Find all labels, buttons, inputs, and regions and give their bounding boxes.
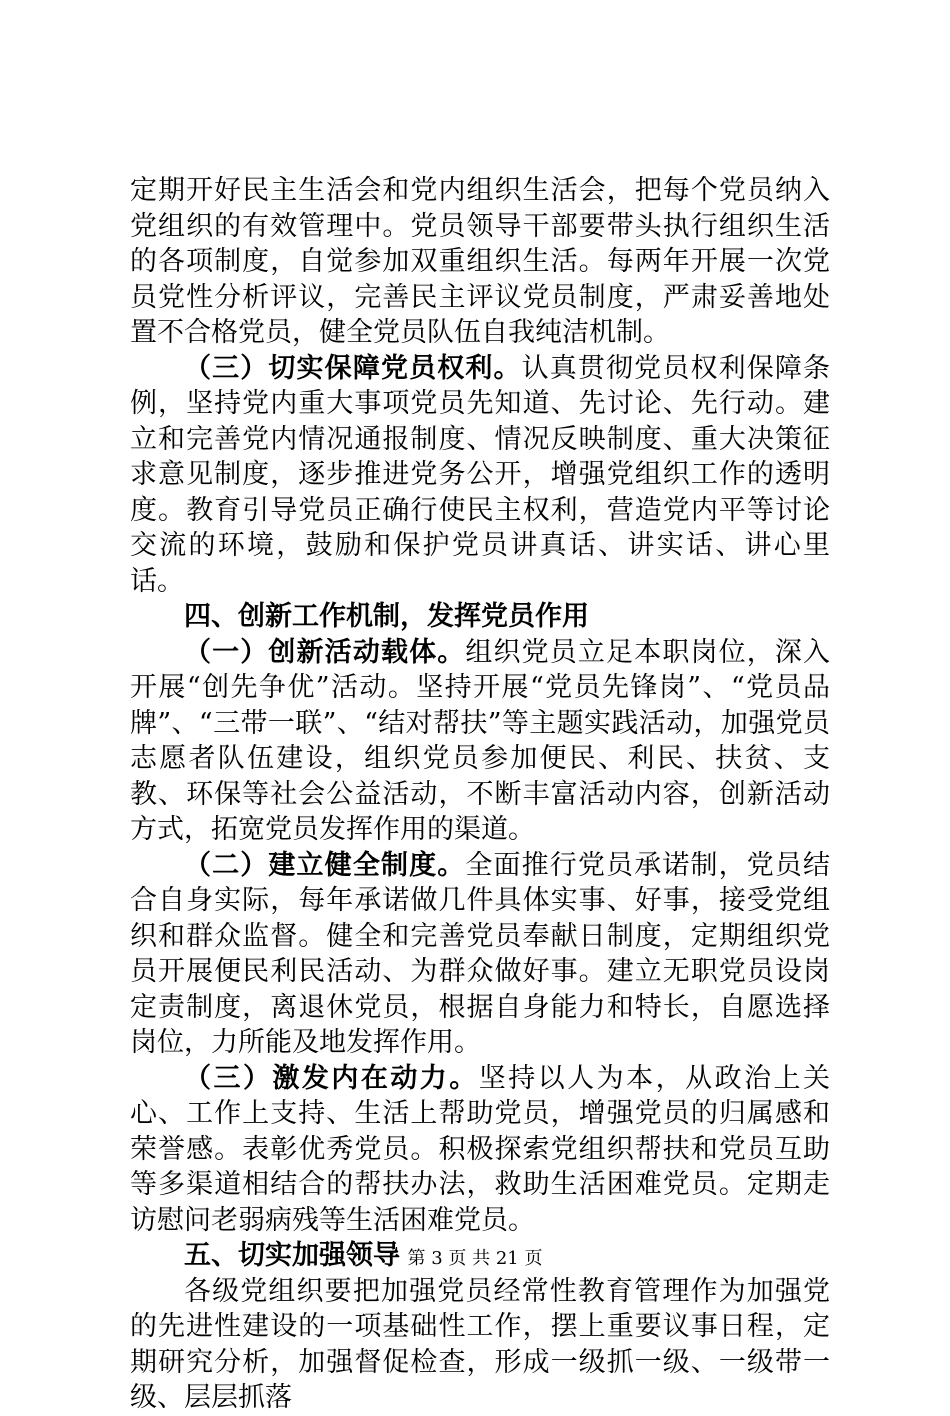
paragraph-1: 定期开好民主生活会和党内组织生活会，把每个党员纳入党组织的有效管理中。党员领导干部要带头执行组织生活的各项制度，自觉参加双重组织生活。每两年开展一次党员党性分析评议，完善民主评议党员制度，严肃妥善地处置不合格党员，健全党员队伍自我纯洁机制。 <box>130 175 830 348</box>
paragraph-4-text: 全面推行党员承诺制，党员结合自身实际，每年承诺做几件具体实事、好事，接受党组织和群众监督。健全和完善党员奉献日制度，定期组织党员开展便民利民活动、为群众做好事。建立无职党员设岗定责制度，离退休党员，根据自身能力和特长，自愿选择岗位，力所能及地发挥作用。 <box>130 849 831 1058</box>
paragraph-3 <box>130 635 830 848</box>
section-heading-4: 四、创新工作机制，发挥党员作用 <box>184 601 589 632</box>
paragraph-2-lead: （三）切实保障党员权利。 <box>184 352 522 384</box>
paragraph-6: 各级党组织要把加强党员经常性教育管理作为加强党的先进性建设的一项基础性工作，摆上重要议事日程，定期研究分析，加强督促检查，形成一级抓一级、一级带一级、层层抓落 <box>130 1275 830 1413</box>
page-number-footer: 第 3 页 共 21 页 <box>407 1248 543 1269</box>
paragraph-5-text: 坚持以人为本，从政治上关心、工作上支持、生活上帮助党员，增强党员的归属感和荣誉感。表彰优秀党员。积极探索党组织帮扶和党员互助等多渠道相结合的帮扶办法，救助生活困难党员。定期走访慰问老弱病残等生活困难党员。 <box>130 1062 831 1236</box>
paragraph-3-text: 组织党员立足本职岗位，深入开展“创先争优”活动。坚持开展“党员先锋岗”、“党员品牌”、“三带一联”、“结对帮扶”等主题实践活动，加强党员志愿者队伍建设，组织党员参加便民、利民、扶贫、支教、环保等社会公益活动，不断丰富活动内容，创新活动方式，拓宽党员发挥作用的渠道。 <box>130 636 831 845</box>
paragraph-3-lead: （一）创新活动载体。 <box>184 636 466 668</box>
paragraph-5 <box>130 1061 830 1239</box>
paragraph-4 <box>130 848 830 1061</box>
paragraph-5-lead: （三）激发内在动力。 <box>184 1062 479 1094</box>
paragraph-2-text: 认真贯彻党员权利保障条例，坚持党内重大事项党员先知道、先讨论、先行动。建立和完善党内情况通报制度、情况反映制度、重大决策征求意见制度，逐步推进党务公开，增强党组织工作的透明度。教育引导党员正确行使民主权利，营造党内平等讨论交流的环境，鼓励和保护党员讲真话、讲实话、讲心里话。 <box>130 352 831 597</box>
document-body <box>130 173 830 1416</box>
paragraph-2 <box>130 351 830 600</box>
paragraph-4-lead: （二）建立健全制度。 <box>184 849 466 881</box>
section-heading-5: 五、切实加强领导 <box>184 1240 400 1271</box>
